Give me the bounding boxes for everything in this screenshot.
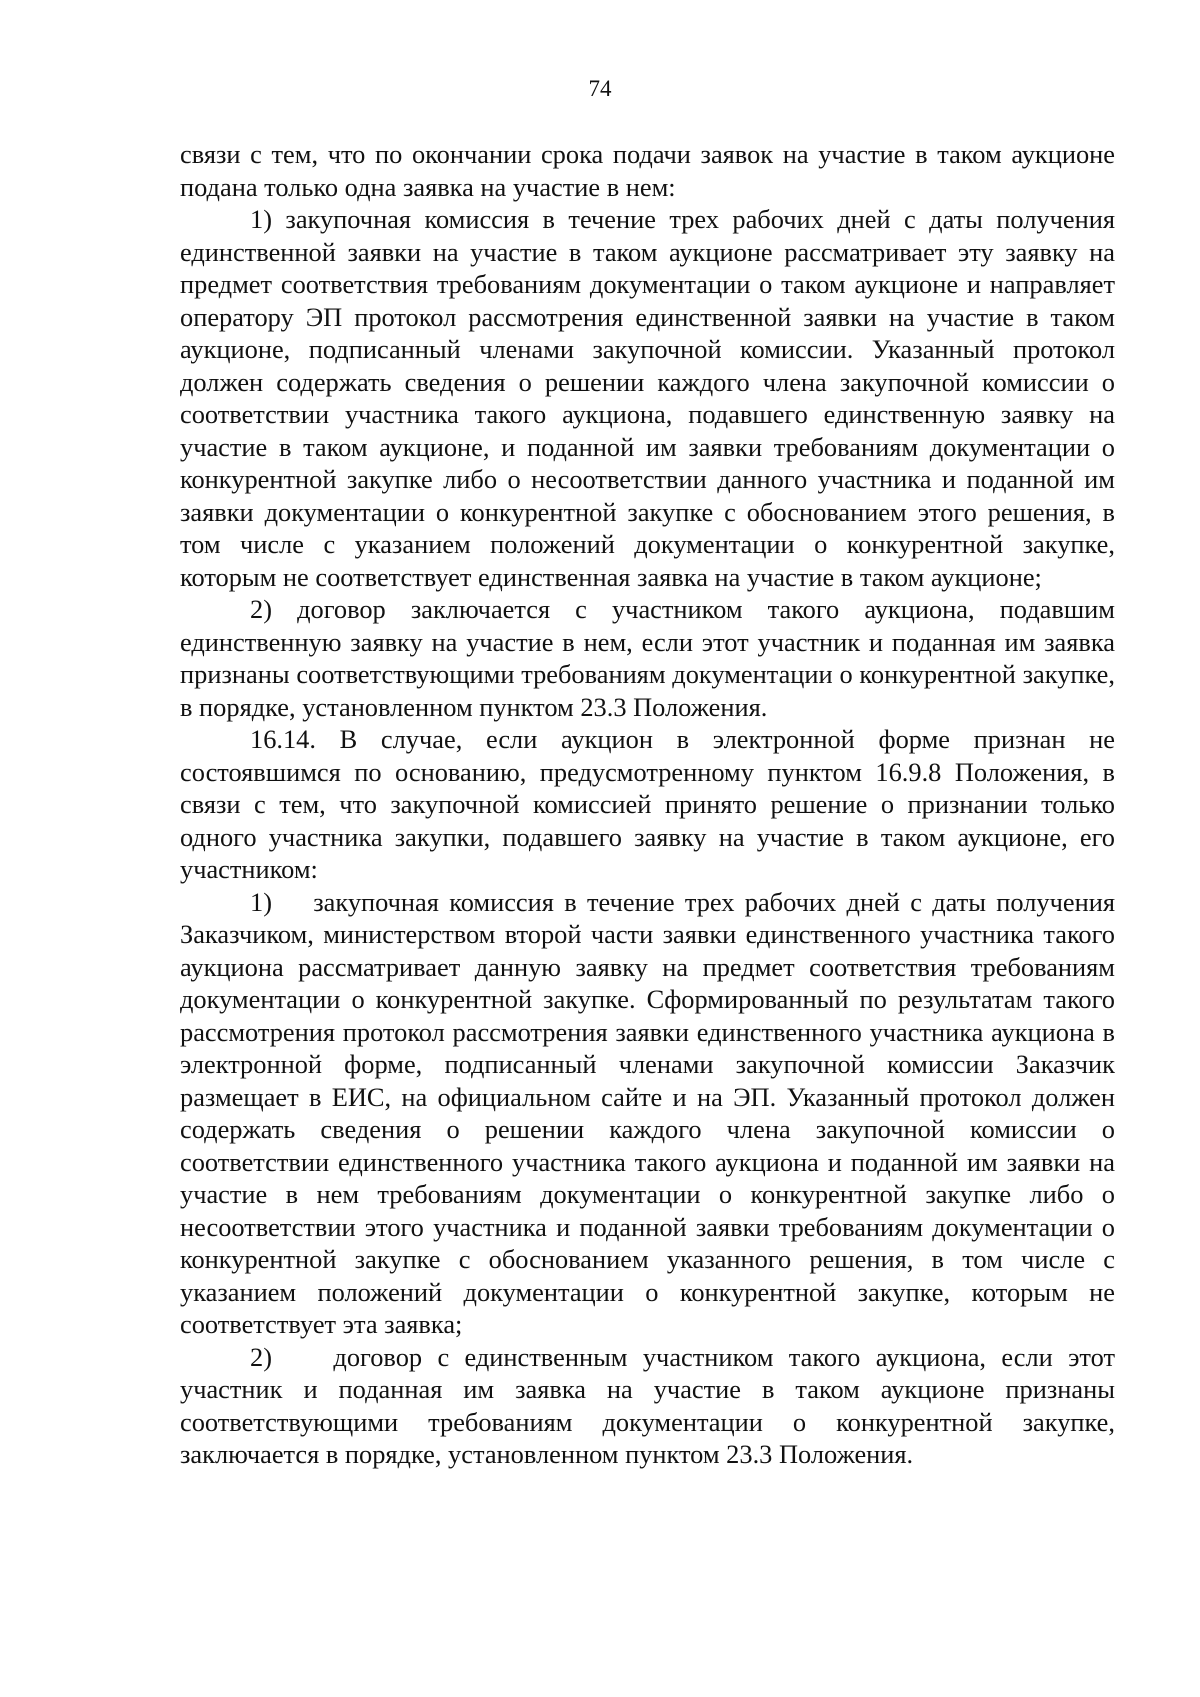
paragraph-clause-16-14-item-2: 2) договор с единственным участником такого аукциона, если этот участник и поданная им заявка на участие в таком аукционе признаны соответствующими требованиям документации о конкурентной закупке, заключается в порядке, установленном пунктом 23.3 Положения. (180, 1341, 1115, 1469)
paragraph-item-2: 2) договор заключается с участником такого аукциона, подавшим единственную заявку на участие в нем, если этот участник и поданная им заявка признаны соответствующими требованиям документации о конкурентной закупке, в порядке, установленном пунктом 23.3 Положения. (180, 594, 1115, 722)
paragraph-item-1: 1) закупочная комиссия в течение трех рабочих дней с даты получения единственной заявки на участие в таком аукционе рассматривает эту заявку на предмет соответствия требованиям документации о таком аукционе и направляет оператору ЭП протокол рассмотрения единственной заявки на участие в таком аукционе, подписанный членами закупочной комиссии. Указанный протокол должен содержать сведения о решении каждого члена закупочной комиссии о соответствии участника такого аукциона, подавшего единственную заявку на участие в таком аукционе, и поданной им заявки требованиям документации о конкурентной закупке либо о несоответствии данного участника и поданной им заявки документации о конкурентной закупке с обоснованием этого решения, в том числе с указанием положений документации о конкурентной закупке, которым не соответствует единственная заявка на участие в таком аукционе; (180, 204, 1115, 592)
paragraph-continuation: связи с тем, что по окончании срока подачи заявок на участие в таком аукционе подана только одна заявка на участие в нем: (180, 139, 1115, 202)
page-number: 74 (588, 76, 612, 101)
paragraph-clause-16-14-item-1: 1) закупочная комиссия в течение трех рабочих дней с даты получения Заказчиком, министерством второй части заявки единственного участника такого аукциона рассматривает данную заявку на предмет соответствия требованиям документации о конкурентной закупке. Сформированный по результатам такого рассмотрения протокол рассмотрения заявки единственного участника аукциона в электронной форме, подписанный членами закупочной комиссии Заказчик размещает в ЕИС, на официальном сайте и на ЭП. Указанный протокол должен содержать сведения о решении каждого члена закупочной комиссии о соответствии единственного участника такого аукциона и поданной им заявки на участие в нем требованиям документации о конкурентной закупке либо о несоответствии этого участника и поданной заявки требованиям документации о конкурентной закупке с обоснованием указанного решения, в том числе с указанием положений документации о конкурентной закупке, которым не соответствует эта заявка; (180, 886, 1115, 1339)
document-body (180, 138, 1115, 1471)
paragraph-clause-16-14: 16.14. В случае, если аукцион в электронной форме признан не состоявшимся по основанию, предусмотренному пунктом 16.9.8 Положения, в связи с тем, что закупочной комиссией принято решение о признании только одного участника закупки, подавшего заявку на участие в таком аукционе, его участником: (180, 724, 1115, 884)
